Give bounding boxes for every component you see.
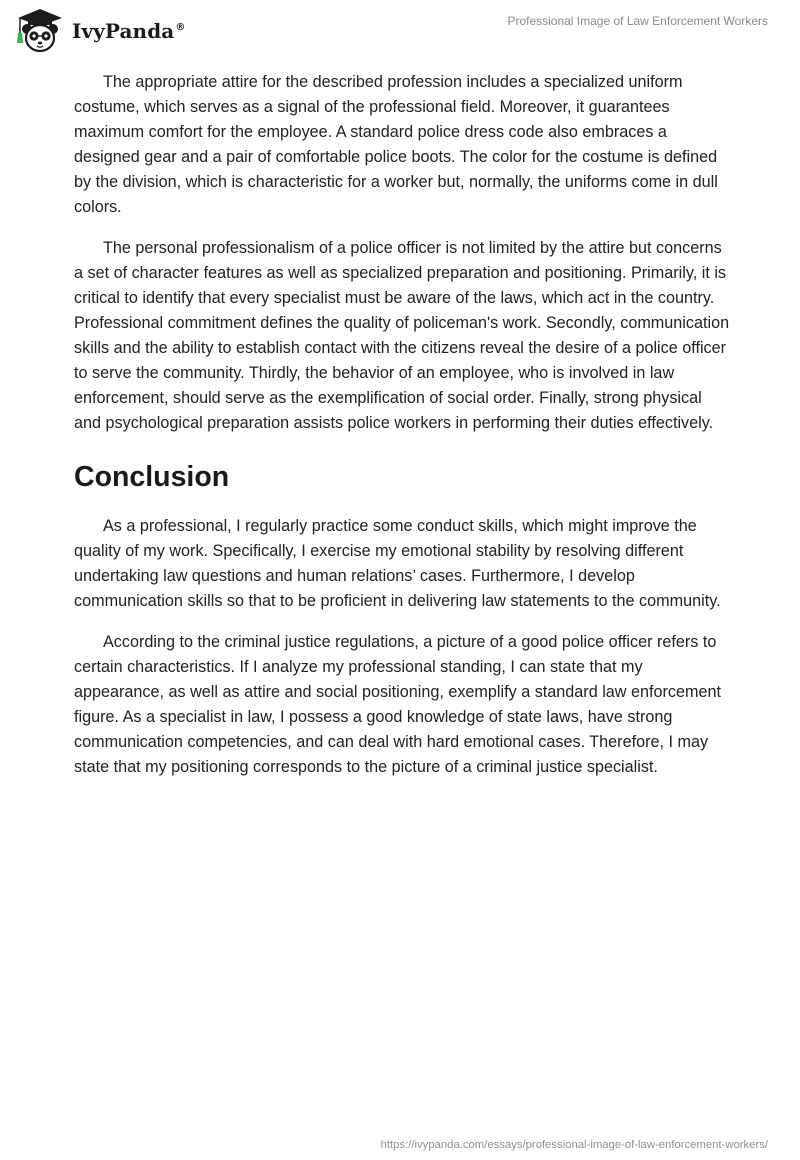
ivypanda-logo[interactable]: [14, 8, 185, 54]
document-title: Professional Image of Law Enforcement Workers: [507, 14, 768, 28]
paragraph-standing: According to the criminal justice regulations, a picture of a good police officer refers to certain characteristics. If I analyze my professional standing, I can state that my appearance, as well as attire and social positioning, exemplify a standard law enforcement figure. As a specialist in law, I possess a good knowledge of state laws, have strong communication competencies, and can deal with hard emotional cases. Therefore, I may state that my positioning corresponds to the picture of a criminal justice specialist.: [74, 633, 721, 776]
paragraph-conduct-skills: As a professional, I regularly practice some conduct skills, which might improve the quality of my work. Specifically, I exercise my emotional stability by resolving different undertaking law questions and human relations’ cases. Furthermore, I develop communication skills so that to be proficient in delivering law statements to the community.: [74, 517, 721, 610]
paragraph-attire: The appropriate attire for the described profession includes a specialized uniform costume, which serves as a signal of the professional field. Moreover, it guarantees maximum comfort for the employee. A standard police dress code also embraces a designed gear and a pair of comfortable police boots. The color for the costume is defined by the division, which is characteristic for a worker but, normally, the uniforms come in dull colors.: [74, 73, 718, 216]
footer-source-url[interactable]: https://ivypanda.com/essays/professional-image-of-law-enforcement-workers/: [380, 1139, 768, 1151]
logo-wordmark: IvyPanda®: [72, 19, 186, 43]
registered-mark: ®: [175, 22, 186, 34]
panda-graduate-icon: [14, 7, 66, 55]
page-header: [0, 0, 800, 60]
paragraph-professionalism: The personal professionalism of a police officer is not limited by the attire but concerns a set of character features as well as specialized preparation and positioning. Primarily, it is critical to identify that every specialist must be aware of the laws, which act in the country. Professional commitment defines the quality of policeman's work. Secondly, communication skills and the ability to establish contact with the citizens reveal the desire of a police officer to serve the community. Thirdly, the behavior of an employee, who is involved in law enforcement, should serve as the exemplification of social order. Finally, strong physical and psychological preparation assists police workers in performing their duties effectively.: [74, 239, 730, 432]
section-heading-conclusion: Conclusion: [74, 461, 230, 493]
essay-body: [74, 70, 730, 780]
